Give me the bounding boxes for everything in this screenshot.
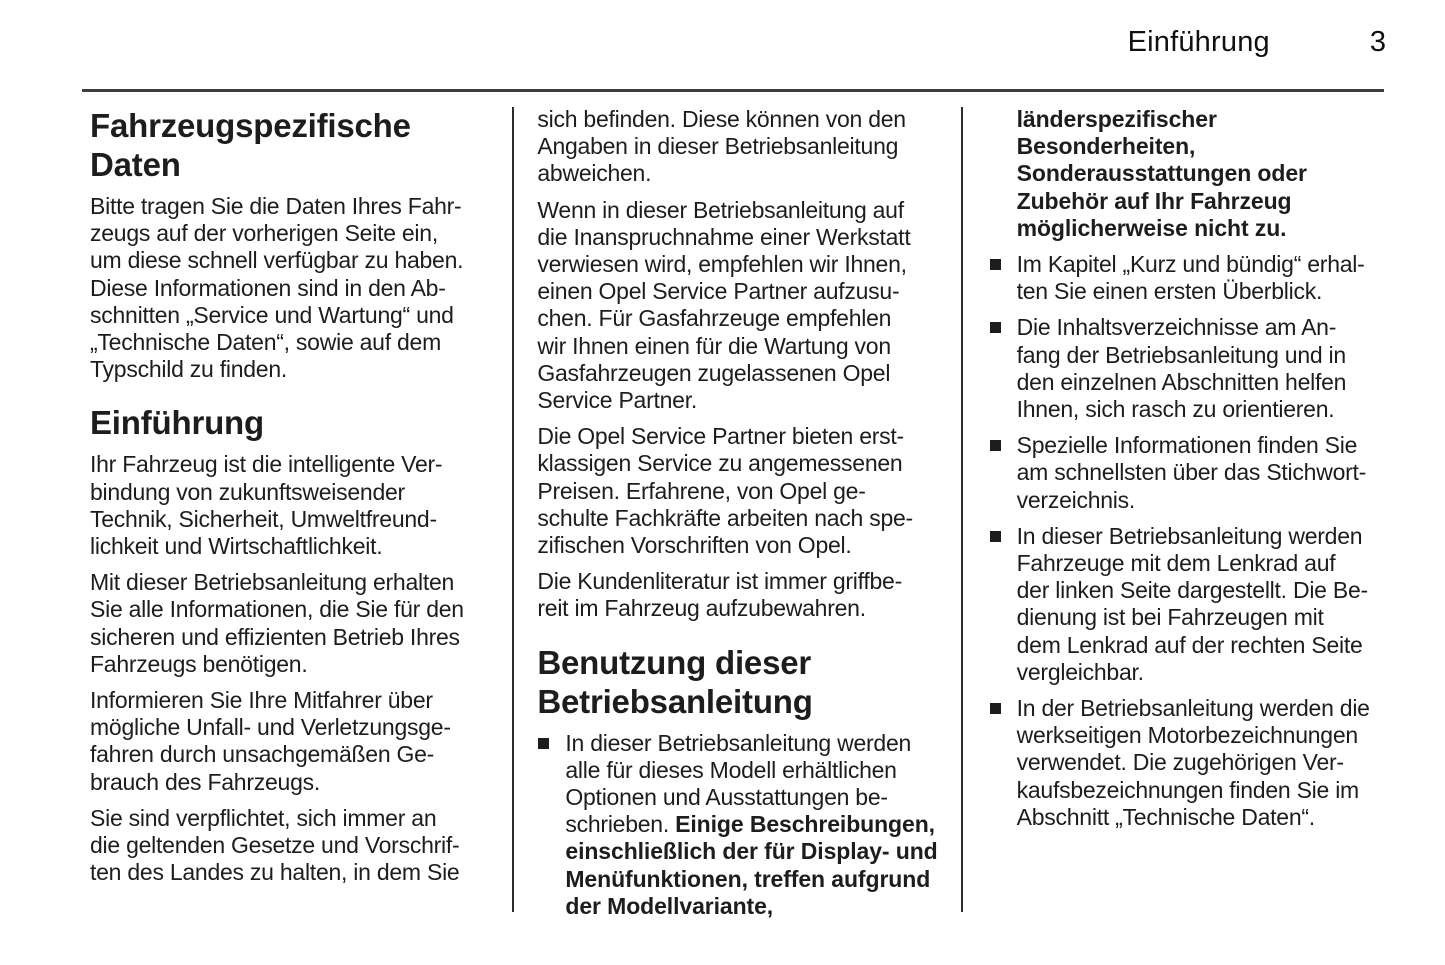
text-line: [537, 478, 937, 505]
text-segment: lichkeit und Wirtschaftlichkeit.: [90, 533, 383, 560]
text-line: [1017, 804, 1385, 831]
text-segment: Besonderheiten,: [1016, 133, 1196, 160]
paragraph: [90, 805, 486, 887]
text-segment: die geltenden Gesetze und Vorschrif-: [90, 832, 460, 859]
text-line: [90, 403, 486, 442]
text-segment: Service Partner.: [537, 387, 698, 414]
text-line: [90, 356, 486, 383]
paragraph: [90, 687, 486, 796]
text-segment: abweichen.: [537, 160, 652, 187]
text-line: [90, 741, 486, 768]
text-line: [90, 193, 486, 220]
text-line: [90, 651, 486, 678]
text-line: [90, 220, 486, 247]
text-line: [1017, 604, 1385, 631]
text-segment: sich befinden. Diese können von den: [537, 106, 906, 132]
text-line: [1017, 459, 1385, 486]
text-segment: Bitte tragen Sie die Daten Ihres Fahr-: [90, 193, 462, 219]
text-line: [1017, 632, 1385, 659]
text-segment: Daten: [90, 146, 181, 183]
text-line: [537, 251, 937, 278]
paragraph: [90, 569, 486, 678]
text-line: [90, 569, 486, 596]
paragraph: [537, 197, 937, 415]
text-line: [565, 893, 937, 920]
bullet-square-icon: [538, 738, 549, 749]
bullet-square-icon: [990, 322, 1001, 333]
text-segment: zifischen Vorschriften von Opel.: [537, 532, 852, 559]
paragraph: [90, 451, 486, 560]
text-line: [1017, 215, 1385, 242]
bullet-item: [537, 730, 937, 920]
text-line: [1017, 749, 1385, 776]
text-segment: schulte Fachkräfte arbeiten nach spe-: [537, 504, 913, 531]
text-line: [537, 360, 937, 387]
text-segment: Preisen. Erfahrene, von Opel ge-: [537, 477, 866, 504]
text-segment: möglicherweise nicht zu.: [1016, 214, 1287, 241]
text-line: [90, 479, 486, 506]
text-segment: Die Opel Service Partner bieten erst-: [537, 423, 904, 450]
text-line: [565, 838, 937, 865]
text-line: [565, 811, 937, 838]
text-line: [537, 505, 937, 532]
column-1: [90, 106, 486, 929]
paragraph: [90, 193, 486, 383]
text-segment: Ihnen, sich rasch zu orientieren.: [1016, 396, 1335, 423]
text-segment: fahren durch unsachgemäßen Ge-: [90, 741, 435, 768]
text-segment: schnitten „Service und Wartung“ und: [90, 301, 454, 328]
page-number: 3: [1369, 26, 1386, 58]
text-segment: Angaben in dieser Betriebsanleitung: [537, 133, 899, 160]
bullet-square-icon: [990, 703, 1001, 714]
text-segment: Ihr Fahrzeug ist die intelligente Ver-: [90, 451, 443, 478]
text-segment: klassigen Service zu angemessenen: [537, 450, 903, 477]
text-line: [537, 278, 937, 305]
text-segment: der linken Seite dargestellt. Die Be-: [1016, 577, 1368, 604]
paragraph: [537, 568, 937, 622]
text-line: [537, 106, 937, 133]
text-segment: den einzelnen Abschnitten helfen: [1016, 368, 1347, 395]
text-segment: fang der Betriebsanleitung und in: [1016, 341, 1346, 368]
text-segment: um diese schnell verfügbar zu haben.: [90, 247, 464, 274]
text-line: [537, 532, 937, 559]
text-line: [565, 866, 937, 893]
text-segment: Fahrzeugs benötigen.: [90, 650, 308, 677]
text-line: [1017, 550, 1385, 577]
text-segment: die Inanspruchnahme einer Werkstatt: [537, 223, 911, 250]
text-segment: Zubehör auf Ihr Fahrzeug: [1016, 187, 1292, 214]
text-line: [565, 757, 937, 784]
text-segment: einen Opel Service Partner aufzusu-: [537, 278, 900, 305]
text-line: [90, 859, 486, 886]
column-2: [537, 106, 937, 929]
text-line: [1017, 106, 1385, 133]
column-divider-1: [512, 107, 514, 912]
text-segment: Diese Informationen sind in den Ab-: [90, 274, 446, 301]
text-segment: verwiesen wird, empfehlen wir Ihnen,: [537, 251, 907, 278]
bullet-continuation: [989, 106, 1385, 242]
text-line: [90, 596, 486, 623]
text-segment: Mit dieser Betriebsanleitung erhalten: [90, 569, 455, 596]
text-line: [90, 769, 486, 796]
text-line: [1017, 314, 1385, 341]
text-line: [1017, 160, 1385, 187]
text-line: [90, 106, 486, 145]
text-segment: dienung ist bei Fahrzeugen mit: [1016, 604, 1324, 631]
text-line: [565, 730, 937, 757]
text-line: [1017, 188, 1385, 215]
text-segment: am schnellsten über das Stichwort-: [1016, 459, 1367, 486]
text-line: [537, 643, 937, 682]
text-segment: mögliche Unfall- und Verletzungsge-: [90, 714, 451, 741]
text-segment: Fahrzeuge mit dem Lenkrad auf: [1016, 550, 1336, 577]
text-segment: Sonderausstattungen oder: [1016, 160, 1307, 187]
header-rule: [82, 89, 1384, 92]
text-segment: chen. Für Gasfahrzeuge empfehlen: [537, 305, 892, 332]
text-segment: zeugs auf der vorherigen Seite ein,: [90, 220, 438, 247]
text-segment: Typschild zu finden.: [90, 356, 288, 383]
text-line: [537, 387, 937, 414]
text-line: [1017, 251, 1385, 278]
bullet-item: [989, 432, 1385, 514]
text-line: [90, 247, 486, 274]
text-line: [565, 784, 937, 811]
text-segment: In dieser Betriebsanleitung werden: [565, 729, 912, 756]
text-segment: Betriebsanleitung: [537, 682, 813, 720]
text-segment: verwendet. Die zugehörigen Ver-: [1016, 749, 1344, 776]
paragraph: [537, 423, 937, 559]
text-segment: Abschnitt „Technische Daten“.: [1016, 803, 1315, 830]
text-line: [537, 423, 937, 450]
text-segment: Menüfunktionen, treffen aufgrund: [565, 865, 931, 892]
text-line: [90, 506, 486, 533]
text-line: [90, 805, 486, 832]
text-line: [537, 450, 937, 477]
text-segment: ten Sie einen ersten Überblick.: [1016, 278, 1323, 305]
bullet-square-icon: [990, 259, 1001, 270]
text-segment: einschließlich der für Display- und: [565, 838, 938, 865]
text-segment: Spezielle Informationen finden Sie: [1016, 432, 1358, 459]
bullet-item: [989, 314, 1385, 423]
text-segment: sicheren und effizienten Betrieb Ihres: [90, 623, 460, 650]
text-line: [1017, 342, 1385, 369]
section-heading: [90, 403, 486, 442]
text-segment: Technik, Sicherheit, Umweltfreund-: [90, 505, 437, 532]
text-line: [537, 197, 937, 224]
text-segment: verzeichnis.: [1016, 486, 1136, 513]
text-line: [1017, 695, 1385, 722]
text-segment: alle für dieses Modell erhältlichen: [565, 756, 897, 783]
text-line: [90, 533, 486, 560]
text-line: [90, 329, 486, 356]
text-segment: Benutzung dieser: [537, 643, 812, 681]
chapter-title: Einführung: [1127, 26, 1270, 58]
text-segment: brauch des Fahrzeugs.: [90, 768, 320, 795]
text-segment: Die Kundenliteratur ist immer griffbe-: [537, 568, 902, 595]
text-line: [1017, 133, 1385, 160]
text-segment: In dieser Betriebsanleitung werden: [1016, 522, 1363, 549]
text-segment: Fahrzeugspezifische: [90, 107, 411, 144]
text-segment: Sie alle Informationen, die Sie für den: [90, 596, 464, 623]
text-line: [90, 687, 486, 714]
text-segment: wir Ihnen einen für die Wartung von: [537, 332, 891, 359]
text-line: [1017, 278, 1385, 305]
text-segment: reit im Fahrzeug aufzubewahren.: [537, 595, 866, 622]
text-segment: werkseitigen Motorbezeichnungen: [1016, 722, 1358, 749]
content-columns: [90, 106, 1385, 929]
text-line: [90, 145, 486, 184]
text-line: [537, 305, 937, 332]
bullet-item: [989, 251, 1385, 305]
text-segment: „Technische Daten“, sowie auf dem: [90, 329, 441, 356]
text-segment: der Modellvariante,: [565, 892, 774, 919]
text-line: [90, 714, 486, 741]
column-3: [989, 106, 1385, 929]
text-line: [1017, 722, 1385, 749]
column-divider-2: [961, 107, 963, 912]
text-line: [90, 832, 486, 859]
text-line: [537, 333, 937, 360]
text-segment: Die Inhaltsverzeichnisse am An-: [1016, 314, 1337, 341]
text-line: [537, 568, 937, 595]
text-line: [537, 595, 937, 622]
text-line: [90, 451, 486, 478]
text-segment: Informieren Sie Ihre Mitfahrer über: [90, 687, 433, 714]
text-line: [90, 624, 486, 651]
text-segment: Optionen und Ausstattungen be-: [565, 784, 888, 811]
text-segment: Wenn in dieser Betriebsanleitung auf: [537, 196, 904, 223]
text-segment: Einige Beschreibungen,: [675, 811, 935, 838]
section-heading: [537, 643, 937, 721]
bullet-item: [989, 523, 1385, 686]
text-segment: schrieben.: [565, 811, 676, 838]
section-heading: [90, 106, 486, 184]
text-segment: Einführung: [90, 404, 264, 442]
text-segment: Gasfahrzeugen zugelassenen Opel: [537, 359, 891, 386]
text-line: [1017, 432, 1385, 459]
text-segment: bindung von zukunftsweisender: [90, 478, 405, 505]
text-segment: ten des Landes zu halten, in dem Sie: [90, 859, 460, 886]
text-line: [537, 133, 937, 160]
text-line: [1017, 659, 1385, 686]
text-segment: Im Kapitel „Kurz und bündig“ erhal-: [1016, 251, 1365, 278]
text-segment: In der Betriebsanleitung werden die: [1016, 695, 1370, 722]
text-segment: länderspezifischer: [1016, 106, 1217, 132]
text-line: [1017, 487, 1385, 514]
text-line: [537, 160, 937, 187]
text-line: [90, 275, 486, 302]
text-segment: dem Lenkrad auf der rechten Seite: [1016, 631, 1363, 658]
text-segment: Sie sind verpflichtet, sich immer an: [90, 804, 437, 831]
bullet-square-icon: [990, 440, 1001, 451]
text-line: [90, 302, 486, 329]
text-line: [1017, 369, 1385, 396]
bullet-item: [989, 695, 1385, 831]
text-line: [1017, 396, 1385, 423]
bullet-square-icon: [990, 531, 1001, 542]
text-segment: kaufsbezeichnungen finden Sie im: [1016, 776, 1359, 803]
page-header: [1128, 26, 1386, 59]
text-line: [1017, 577, 1385, 604]
paragraph: [537, 106, 937, 188]
text-line: [1017, 777, 1385, 804]
text-line: [1017, 523, 1385, 550]
text-segment: vergleichbar.: [1016, 658, 1144, 685]
text-line: [537, 682, 937, 721]
text-line: [537, 224, 937, 251]
